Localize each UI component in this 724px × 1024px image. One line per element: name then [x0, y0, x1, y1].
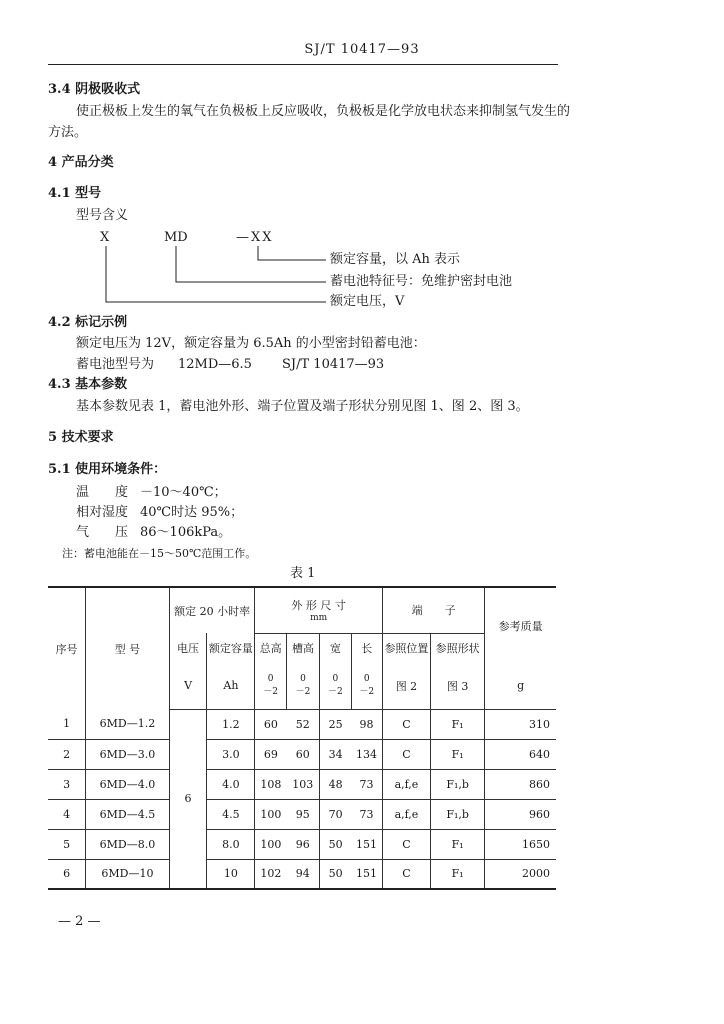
section-4-2-line1: 额定电压为 12V，额定容量为 6.5Ah 的小型密封铅蓄电池：: [76, 336, 426, 351]
row-model: 6MD—4.5: [86, 799, 170, 829]
row-ref-position: C: [382, 829, 430, 859]
row-ref-position: a,f,e: [382, 769, 430, 799]
section-3-4-text-line1: 使正极板上发生的氧气在负极板上反应吸收，负极板是化学放电状态来抑制氢气发生的: [76, 104, 571, 119]
row-total-height: 100: [255, 799, 286, 829]
header-capacity: 额定容量: [207, 633, 255, 663]
table-caption: 表 1: [290, 566, 316, 581]
row-seq: 6: [48, 859, 86, 889]
row-ref-shape: F₁: [430, 859, 484, 889]
header-v-unit: V: [169, 663, 207, 709]
row-model: 6MD—1.2: [86, 709, 170, 739]
row-capacity: 4.5: [207, 799, 255, 829]
section-3-4-text-line2: 方法。: [48, 125, 88, 140]
model-meaning-label: 型号含义: [76, 208, 129, 223]
row-width: 70: [320, 799, 351, 829]
row-slot-height: 94: [286, 859, 319, 889]
section-4-2-heading: 4.2 标记示例: [48, 315, 128, 330]
row-slot-height: 96: [286, 829, 319, 859]
temp-value: －10～40℃；: [140, 485, 227, 500]
row-ref-shape: F₁,b: [430, 769, 484, 799]
section-4-2-line2-label: 蓄电池型号为: [76, 357, 155, 372]
row-ref-position: C: [382, 739, 430, 769]
code-xx: —XX: [236, 230, 274, 245]
section-4-1-heading: 4.1 型号: [48, 186, 102, 201]
section-4-3-line1: 基本参数见表 1，蓄电池外形、端子位置及端子形状分别见图 1、图 2、图 3。: [76, 399, 529, 414]
row-ref-shape: F₁: [430, 739, 484, 769]
row-capacity: 1.2: [207, 709, 255, 739]
code-label-feature: 蓄电池特征号：免维护密封电池: [330, 274, 513, 289]
header-ah-unit: Ah: [207, 663, 255, 709]
row-mass: 2000: [485, 859, 556, 889]
row-seq: 1: [48, 709, 86, 739]
row-total-height: 100: [255, 829, 286, 859]
code-label-voltage: 额定电压，V: [330, 294, 405, 309]
row-model: 6MD—10: [86, 859, 170, 889]
header-length: 长: [351, 633, 382, 663]
row-seq: 5: [48, 829, 86, 859]
row-total-height: 108: [255, 769, 286, 799]
example-standard: SJ/T 10417—93: [282, 357, 385, 372]
row-mass: 640: [485, 739, 556, 769]
header-model: 型 号: [86, 587, 170, 709]
row-length: 98: [351, 709, 382, 739]
row-capacity: 10: [207, 859, 255, 889]
document-number: SJ/T 10417—93: [304, 42, 420, 57]
header-terminal: 端 子: [382, 587, 484, 633]
row-seq: 2: [48, 739, 86, 769]
tol-slot-height: [286, 663, 319, 709]
row-width: 48: [320, 769, 351, 799]
header-fig2: 图 2: [382, 663, 430, 709]
pressure-value: 86～106kPa。: [140, 525, 232, 540]
row-model: 6MD—4.0: [86, 769, 170, 799]
header-width: 宽: [320, 633, 351, 663]
tol-total-height: [255, 663, 286, 709]
section-5-1-heading: 5.1 使用环境条件：: [48, 462, 167, 477]
row-length: 151: [351, 859, 382, 889]
row-length: 73: [351, 799, 382, 829]
row-length: 134: [351, 739, 382, 769]
table-row: [48, 709, 556, 739]
table-row: [48, 859, 556, 889]
section-4-3-heading: 4.3 基本参数: [48, 377, 128, 392]
basic-parameters-table: [48, 586, 556, 890]
code-label-capacity: 额定容量，以 Ah 表示: [330, 252, 461, 267]
row-model: 6MD—3.0: [86, 739, 170, 769]
tol-bottom: －2: [295, 687, 311, 698]
table-row: [48, 829, 556, 859]
row-ref-shape: F₁: [430, 829, 484, 859]
row-slot-height: 52: [286, 709, 319, 739]
header-seq: 序号: [48, 587, 86, 709]
row-ref-position: C: [382, 709, 430, 739]
row-length: 73: [351, 769, 382, 799]
table-row: [48, 769, 556, 799]
row-width: 50: [320, 859, 351, 889]
tol-length: [351, 663, 382, 709]
tol-top: 0: [300, 674, 306, 685]
header-dims-unit: mm: [310, 613, 328, 624]
row-total-height: 60: [255, 709, 286, 739]
example-model: 12MD—6.5: [178, 357, 252, 372]
row-width: 34: [320, 739, 351, 769]
humidity-value: 40℃时达 95%；: [140, 505, 244, 520]
tol-bottom: －2: [263, 687, 278, 698]
tol-width: [320, 663, 351, 709]
row-mass: 860: [485, 769, 556, 799]
humidity-label: 相对湿度: [76, 505, 129, 520]
row-mass: 960: [485, 799, 556, 829]
row-width: 25: [320, 709, 351, 739]
row-length: 151: [351, 829, 382, 859]
row-seq: 4: [48, 799, 86, 829]
tol-top: 0: [267, 674, 274, 685]
row-ref-position: a,f,e: [382, 799, 430, 829]
row-slot-height: 95: [286, 799, 319, 829]
row-ref-position: C: [382, 859, 430, 889]
row-total-height: 69: [255, 739, 286, 769]
header-ref-shape: 参照形状: [430, 633, 484, 663]
header-ref-position: 参照位置: [382, 633, 430, 663]
header-mass: 参考质量: [485, 587, 556, 663]
header-rated: 额定 20 小时率: [169, 587, 255, 633]
row-slot-height: 60: [286, 739, 319, 769]
header-slot-height: 槽高: [286, 633, 319, 663]
header-dims-label: 外 形 尺 寸: [291, 599, 346, 613]
table-row: [48, 739, 556, 769]
row-voltage-merged: 6: [169, 709, 207, 889]
row-ref-shape: F₁,b: [430, 799, 484, 829]
header-total-height: 总高: [255, 633, 286, 663]
row-model: 6MD—8.0: [86, 829, 170, 859]
code-x: X: [100, 230, 110, 245]
section-4-heading: 4 产品分类: [48, 155, 114, 170]
row-seq: 3: [48, 769, 86, 799]
row-total-height: 102: [255, 859, 286, 889]
row-width: 50: [320, 829, 351, 859]
header-dims: [255, 587, 382, 633]
row-capacity: 3.0: [207, 739, 255, 769]
row-slot-height: 103: [286, 769, 319, 799]
tol-bottom: －2: [328, 687, 343, 698]
code-md: MD: [164, 230, 188, 245]
table-row: [48, 799, 556, 829]
header-mass-unit: g: [485, 663, 556, 709]
tol-top: 0: [332, 674, 339, 685]
pressure-label: 气 压: [76, 525, 129, 540]
header-voltage: 电压: [169, 633, 207, 663]
page-number: — 2 —: [58, 914, 101, 929]
section-3-4-heading: 3.4 阴极吸收式: [48, 82, 141, 97]
temp-label: 温 度: [76, 485, 129, 500]
row-capacity: 4.0: [207, 769, 255, 799]
tol-top: 0: [363, 674, 370, 685]
section-5-heading: 5 技术要求: [48, 430, 114, 445]
tol-bottom: －2: [359, 687, 375, 698]
row-mass: 310: [485, 709, 556, 739]
row-ref-shape: F₁: [430, 709, 484, 739]
environment-note: 注：蓄电池能在－15～50℃范围工作。: [62, 547, 257, 560]
row-mass: 1650: [485, 829, 556, 859]
header-fig3: 图 3: [430, 663, 484, 709]
row-capacity: 8.0: [207, 829, 255, 859]
